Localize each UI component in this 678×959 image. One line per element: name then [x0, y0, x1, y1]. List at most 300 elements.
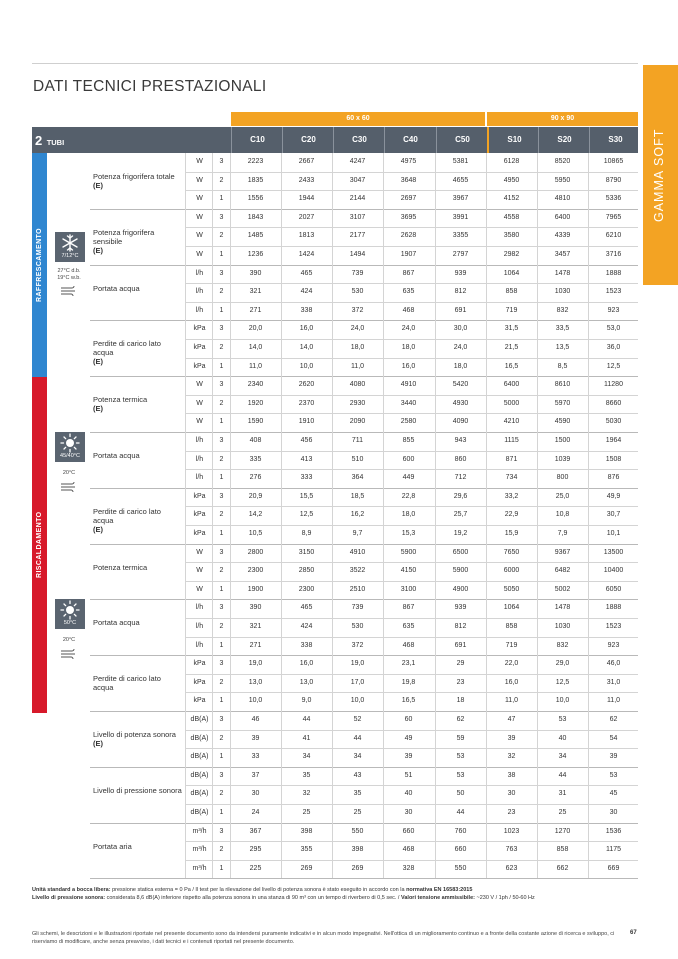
value-cell: 43	[353, 771, 362, 779]
value-cell: 39	[251, 734, 260, 742]
unit-cell: l/h	[195, 604, 204, 612]
footnote-pressure-label: Livello di pressione sonora:	[32, 895, 106, 901]
speed-cell: 1	[219, 362, 224, 370]
sun-icon	[55, 432, 85, 462]
value-cell: 53	[456, 771, 465, 779]
speed-cell: 3	[219, 213, 224, 221]
footnote-voltage-text: ~230 V / 1ph / 50-60 Hz	[474, 895, 535, 901]
row-group-label	[93, 563, 183, 572]
row-group-text: Portata acqua	[93, 283, 140, 293]
value-cell: 3648	[400, 176, 417, 184]
speed-cell: 2	[219, 455, 224, 463]
value-cell: 832	[556, 641, 569, 649]
footnote-standard-text: pressione statica esterna = 0 Pa / Il test per la rilevazione del livello di potenza sonora è stato eseguito in accordo con la	[110, 887, 407, 893]
value-cell: 49,9	[606, 492, 621, 500]
model-header: S10	[487, 127, 540, 153]
row-group-tag: (E)	[93, 357, 103, 367]
page-number: 67	[630, 930, 637, 936]
value-cell: 465	[300, 604, 313, 612]
value-cell: 4090	[452, 418, 469, 426]
value-cell: 858	[505, 623, 518, 630]
value-cell: 30,0	[453, 325, 468, 333]
value-cell: 25	[558, 809, 567, 816]
model-header: S30	[589, 127, 641, 153]
value-cell: 832	[556, 306, 569, 314]
value-cell: 5950	[554, 176, 571, 184]
row-group-label	[93, 172, 183, 190]
row-group-text: Perdite di carico lato acqua	[93, 674, 161, 693]
speed-cell: 2	[219, 567, 224, 575]
value-cell: 2223	[247, 158, 264, 165]
value-cell: 635	[402, 288, 415, 296]
value-cell: 25	[353, 809, 362, 816]
value-cell: 16,5	[401, 697, 416, 705]
value-cell: 8660	[605, 399, 622, 407]
value-cell: 3522	[349, 567, 366, 575]
row-group-text: Potenza termica	[93, 395, 148, 405]
value-cell: 4655	[452, 176, 469, 184]
speed-cell: 1	[219, 697, 224, 705]
speed-cell: 2	[219, 232, 224, 240]
value-cell: 335	[249, 455, 262, 463]
unit-cell: W	[196, 195, 203, 203]
value-cell: 800	[556, 474, 569, 482]
row-group-text: Portata acqua	[93, 618, 140, 628]
value-cell: 13500	[603, 548, 624, 556]
unit-cell: dB(A)	[190, 716, 209, 723]
value-cell: 53,0	[606, 325, 621, 333]
value-cell: 13,0	[248, 678, 263, 686]
column-divider	[383, 153, 384, 878]
value-cell: 6400	[554, 213, 571, 221]
value-cell: 269	[300, 864, 313, 872]
value-cell: 20,0	[248, 325, 263, 333]
value-cell: 712	[454, 474, 467, 482]
value-cell: 5970	[554, 399, 571, 407]
row-group-label	[93, 451, 183, 460]
value-cell: 398	[351, 846, 364, 854]
value-cell: 51	[404, 771, 413, 779]
unit-cell: W	[196, 381, 203, 389]
column-divider	[281, 153, 282, 878]
value-cell: 13,0	[299, 678, 314, 686]
model-header: C10	[231, 127, 283, 153]
value-cell: 6500	[452, 548, 469, 556]
value-cell: 10,0	[350, 697, 365, 705]
value-cell: 18,0	[401, 344, 416, 351]
row-group-label	[93, 228, 183, 255]
row-group-text: Perdite di carico lato acqua	[93, 339, 161, 358]
value-cell: 1944	[298, 195, 315, 203]
speed-cell: 3	[219, 604, 224, 612]
unit-cell: W	[196, 418, 203, 426]
value-cell: 271	[249, 641, 262, 649]
unit-cell: kPa	[193, 344, 206, 351]
speed-cell: 3	[219, 158, 224, 165]
value-cell: 18,0	[350, 344, 365, 351]
table-header	[32, 127, 638, 153]
value-cell: 37	[251, 771, 260, 779]
speed-cell: 1	[219, 195, 224, 203]
value-cell: 372	[351, 306, 364, 314]
value-cell: 30,7	[606, 511, 621, 519]
value-cell: 4247	[349, 158, 366, 165]
value-cell: 54	[609, 734, 618, 742]
value-cell: 734	[505, 474, 518, 482]
value-cell: 24	[251, 809, 260, 816]
value-cell: 23,1	[401, 660, 416, 668]
value-cell: 3440	[400, 399, 417, 407]
speed-cell: 2	[219, 623, 224, 630]
value-cell: 2300	[298, 585, 315, 593]
value-cell: 1523	[605, 288, 622, 296]
value-cell: 4910	[349, 548, 366, 556]
value-cell: 2177	[349, 232, 366, 240]
column-divider	[332, 153, 333, 878]
value-cell: 1813	[298, 232, 315, 240]
row-group-label	[93, 842, 183, 851]
model-header: C20	[282, 127, 334, 153]
value-cell: 35	[302, 771, 311, 779]
value-cell: 34	[558, 753, 567, 761]
value-cell: 40	[558, 734, 567, 742]
value-cell: 225	[249, 864, 262, 872]
value-cell: 31,5	[504, 325, 519, 333]
value-cell: 6400	[503, 381, 520, 389]
value-cell: 1478	[554, 604, 571, 612]
column-divider	[537, 153, 538, 878]
value-cell: 660	[454, 846, 467, 854]
value-cell: 8,5	[557, 362, 568, 370]
value-cell: 11,0	[504, 697, 519, 705]
value-cell: 18,0	[401, 511, 416, 519]
value-cell: 4210	[503, 418, 520, 426]
value-cell: 4950	[503, 176, 520, 184]
value-cell: 44	[353, 734, 362, 742]
value-cell: 530	[351, 288, 364, 296]
value-cell: 711	[351, 437, 364, 444]
row-group-label	[93, 507, 183, 534]
value-cell: 17,0	[350, 678, 365, 686]
value-cell: 34	[353, 753, 362, 761]
value-cell: 45	[609, 790, 618, 798]
heating1-water-temp: 45/40°C	[60, 453, 80, 459]
value-cell: 867	[402, 604, 415, 612]
footnote-norm: normativa EN 16583:2015	[406, 887, 473, 893]
value-cell: 14,0	[299, 344, 314, 351]
value-cell: 2144	[349, 195, 366, 203]
value-cell: 1478	[554, 269, 571, 277]
value-cell: 25,7	[453, 511, 468, 519]
value-cell: 1236	[247, 251, 264, 258]
speed-cell: 3	[219, 437, 224, 444]
value-cell: 2300	[247, 567, 264, 575]
value-cell: 2982	[503, 251, 520, 258]
row-group-label	[93, 339, 183, 366]
value-cell: 4080	[349, 381, 366, 389]
value-cell: 44	[456, 809, 465, 816]
unit-cell: kPa	[193, 362, 206, 370]
value-cell: 1888	[605, 604, 622, 612]
value-cell: 60	[404, 716, 413, 723]
value-cell: 5336	[605, 195, 622, 203]
sun-icon	[55, 599, 85, 629]
value-cell: 33,2	[504, 492, 519, 500]
speed-cell: 1	[219, 306, 224, 314]
value-cell: 468	[402, 306, 415, 314]
value-cell: 12,5	[606, 362, 621, 370]
speed-cell: 3	[219, 771, 224, 779]
value-cell: 600	[402, 455, 415, 463]
speed-cell: 3	[219, 660, 224, 668]
value-cell: 23	[456, 678, 465, 686]
value-cell: 25	[302, 809, 311, 816]
tubi-text: TUBI	[46, 138, 65, 147]
value-cell: 39	[609, 753, 618, 761]
value-cell: 2800	[247, 548, 264, 556]
value-cell: 30	[609, 809, 618, 816]
row-group-text: Potenza frigorifera sensibile	[93, 227, 155, 246]
unit-cell: kPa	[193, 530, 206, 537]
value-cell: 8520	[554, 158, 571, 165]
value-cell: 1030	[554, 623, 571, 630]
value-cell: 1523	[605, 623, 622, 630]
column-divider	[588, 153, 589, 878]
value-cell: 5050	[503, 585, 520, 593]
value-cell: 867	[402, 269, 415, 277]
value-cell: 2433	[298, 176, 315, 184]
value-cell: 46,0	[606, 660, 621, 668]
value-cell: 62	[456, 716, 465, 723]
value-cell: 32	[302, 790, 311, 798]
speed-cell: 3	[219, 827, 224, 835]
value-cell: 4150	[400, 567, 417, 575]
value-cell: 1424	[298, 251, 315, 258]
speed-cell: 3	[219, 548, 224, 556]
value-cell: 50	[456, 790, 465, 798]
value-cell: 25,0	[555, 492, 570, 500]
value-cell: 923	[607, 641, 620, 649]
value-cell: 3716	[605, 251, 622, 258]
value-cell: 34	[302, 753, 311, 761]
value-cell: 355	[300, 846, 313, 854]
speed-cell: 2	[219, 678, 224, 686]
value-cell: 4590	[554, 418, 571, 426]
value-cell: 691	[454, 641, 467, 649]
value-cell: 6128	[503, 158, 520, 165]
value-cell: 22,0	[504, 660, 519, 668]
value-cell: 424	[300, 288, 313, 296]
unit-cell: dB(A)	[190, 809, 209, 816]
value-cell: 939	[454, 604, 467, 612]
value-cell: 1590	[247, 418, 264, 426]
value-cell: 2850	[298, 567, 315, 575]
value-cell: 635	[402, 623, 415, 630]
footnote-pressure-text: considerata 8,6 dB(A) inferiore rispetto alla potenza sonora in una stanza di 90 m³ con un tempo di riverbero di 0,5 sec. /	[105, 895, 401, 901]
speed-cell: 1	[219, 864, 224, 872]
value-cell: 7,9	[557, 530, 568, 537]
value-cell: 19,8	[401, 678, 416, 686]
value-cell: 36,0	[606, 344, 621, 351]
cooling-label: RAFFRESCAMENTO	[36, 228, 43, 302]
speed-cell: 1	[219, 418, 224, 426]
value-cell: 5900	[452, 567, 469, 575]
cooling-water-temp: 7/12°C	[61, 253, 79, 259]
unit-cell: kPa	[193, 325, 206, 333]
value-cell: 33	[251, 753, 260, 761]
unit-cell: m³/h	[192, 864, 207, 872]
value-cell: 30	[507, 790, 516, 798]
value-cell: 871	[505, 455, 518, 463]
value-cell: 3100	[400, 585, 417, 593]
value-cell: 29,6	[453, 492, 468, 500]
value-cell: 3107	[349, 213, 366, 221]
row-group-text: Potenza termica	[93, 562, 148, 572]
value-cell: 9,7	[352, 530, 363, 537]
value-cell: 5900	[400, 548, 417, 556]
value-cell: 295	[249, 846, 262, 854]
value-cell: 19,0	[350, 660, 365, 668]
value-cell: 860	[454, 455, 467, 463]
value-cell: 3047	[349, 176, 366, 184]
value-cell: 3580	[503, 232, 520, 240]
value-cell: 4900	[452, 585, 469, 593]
value-cell: 3967	[452, 195, 469, 203]
value-cell: 939	[454, 269, 467, 277]
footnote-voltage-label: Valori tensione ammissibile:	[401, 895, 475, 901]
value-cell: 31,0	[606, 678, 621, 686]
row-group-label	[93, 395, 183, 413]
value-cell: 468	[402, 846, 415, 854]
model-header: S20	[538, 127, 590, 153]
value-cell: 1023	[503, 827, 520, 835]
value-cell: 858	[556, 846, 569, 854]
value-cell: 11,0	[350, 362, 365, 370]
unit-cell: l/h	[195, 288, 204, 296]
speed-cell: 1	[219, 530, 224, 537]
row-group-label	[93, 284, 183, 293]
unit-cell: W	[196, 158, 203, 165]
unit-cell: kPa	[193, 697, 206, 705]
unit-cell: kPa	[193, 511, 206, 519]
value-cell: 367	[249, 827, 262, 835]
speed-cell: 2	[219, 176, 224, 184]
value-cell: 14,2	[248, 511, 263, 519]
value-cell: 739	[351, 604, 364, 612]
unit-cell: l/h	[195, 474, 204, 482]
value-cell: 13,5	[555, 344, 570, 351]
value-cell: 4910	[400, 381, 417, 389]
value-cell: 7965	[605, 213, 622, 221]
value-cell: 413	[300, 455, 313, 463]
speed-cell: 3	[219, 269, 224, 277]
value-cell: 4810	[554, 195, 571, 203]
unit-cell: dB(A)	[190, 753, 209, 761]
value-cell: 338	[300, 306, 313, 314]
value-cell: 24,0	[401, 325, 416, 333]
value-cell: 2510	[349, 585, 366, 593]
value-cell: 49	[404, 734, 413, 742]
value-cell: 3150	[298, 548, 315, 556]
value-cell: 2090	[349, 418, 366, 426]
value-cell: 53	[456, 753, 465, 761]
unit-cell: W	[196, 176, 203, 184]
value-cell: 669	[607, 864, 620, 872]
value-cell: 390	[249, 604, 262, 612]
value-cell: 10,5	[248, 530, 263, 537]
unit-cell: l/h	[195, 269, 204, 277]
unit-cell: kPa	[193, 660, 206, 668]
value-cell: 763	[505, 846, 518, 854]
value-cell: 3457	[554, 251, 571, 258]
unit-cell: kPa	[193, 492, 206, 500]
value-cell: 12,5	[299, 511, 314, 519]
value-cell: 6050	[605, 585, 622, 593]
unit-cell: dB(A)	[190, 734, 209, 742]
value-cell: 11,0	[606, 697, 621, 705]
value-cell: 5000	[503, 399, 520, 407]
row-group-label	[93, 618, 183, 627]
value-cell: 739	[351, 269, 364, 277]
value-cell: 1843	[247, 213, 264, 221]
value-cell: 39	[507, 734, 516, 742]
value-cell: 5002	[554, 585, 571, 593]
value-cell: 38	[507, 771, 516, 779]
value-cell: 4558	[503, 213, 520, 221]
value-cell: 14,0	[248, 344, 263, 351]
value-cell: 2930	[349, 399, 366, 407]
value-cell: 53	[558, 716, 567, 723]
value-cell: 10,0	[555, 697, 570, 705]
speed-cell: 1	[219, 641, 224, 649]
value-cell: 1508	[605, 455, 622, 463]
value-cell: 6000	[503, 567, 520, 575]
model-header: C40	[384, 127, 436, 153]
heating1-air-temp: 20°C	[62, 470, 76, 476]
value-cell: 10,8	[555, 511, 570, 519]
row-group-tag: (E)	[93, 180, 103, 190]
value-cell: 24,0	[350, 325, 365, 333]
value-cell: 19,0	[248, 660, 263, 668]
value-cell: 2027	[298, 213, 315, 221]
row-group-tag: (E)	[93, 524, 103, 534]
value-cell: 923	[607, 306, 620, 314]
value-cell: 3355	[452, 232, 469, 240]
row-group-label	[93, 786, 183, 795]
speed-cell: 1	[219, 753, 224, 761]
value-cell: 449	[402, 474, 415, 482]
value-cell: 468	[402, 641, 415, 649]
speed-cell: 1	[219, 809, 224, 816]
value-cell: 276	[249, 474, 262, 482]
speed-cell: 2	[219, 399, 224, 407]
value-cell: 10,1	[606, 530, 621, 537]
snowflake-icon	[55, 232, 85, 262]
air-flow-icon	[60, 283, 78, 293]
value-cell: 390	[249, 269, 262, 277]
value-cell: 15,5	[299, 492, 314, 500]
unit-cell: m³/h	[192, 827, 207, 835]
row-group-text: Potenza frigorifera totale	[93, 171, 175, 181]
value-cell: 456	[300, 437, 313, 444]
value-cell: 510	[351, 455, 364, 463]
value-cell: 30	[404, 809, 413, 816]
cooling-air-temp: 27°C d.b. 19°C w.b.	[57, 268, 81, 281]
footnote-standard	[32, 886, 652, 894]
side-tab-label: GAMMA SOFT	[652, 128, 666, 222]
value-cell: 4975	[400, 158, 417, 165]
speed-cell: 2	[219, 511, 224, 519]
